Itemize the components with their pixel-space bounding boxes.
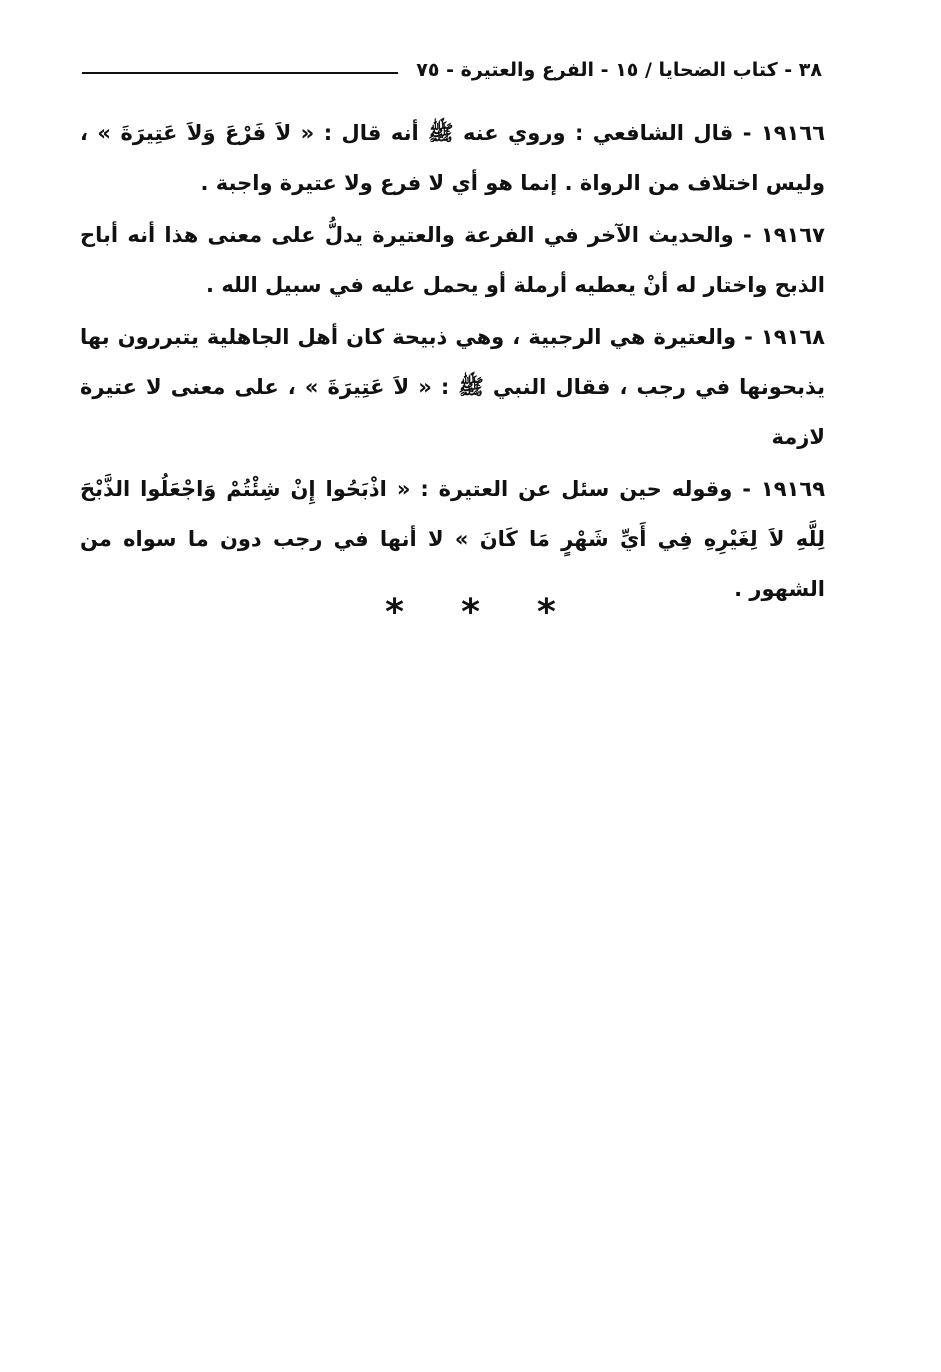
paragraph-text: - والحديث الآخر في الفرعة والعتيرة يدلُّ على معنى هذا أنه أباح الذبح واختار له أنْ يعطيه أرملة أو يحمل عليه في سبيل الله .: [80, 223, 825, 297]
header-title: ٣٨ - كتاب الضحايا / ١٥ - الفرع والعتيرة - ٧٥: [416, 59, 822, 81]
paragraph-text: - قال الشافعي : وروي عنه ﷺ أنه قال : « لاَ فَرْعَ وَلاَ عَتِيرَةَ » ، وليس اختلاف من الرواة . إنما هو أي لا فرع ولا عتيرة واجبة .: [80, 121, 825, 195]
paragraph-number: ١٩١٦٧: [760, 223, 825, 247]
separator-star: *: [385, 592, 404, 633]
paragraph-number: ١٩١٦٨: [760, 325, 825, 349]
separator-star: *: [461, 592, 480, 633]
paragraph-19166: [80, 108, 825, 208]
paragraph-text: - وقوله حين سئل عن العتيرة : « اذْبَحُوا إِنْ شِئْتُمْ وَاجْعَلُوا الذَّبْحَ لِلَّهِ لاَ لِغَيْرِهِ فِي أَيِّ شَهْرٍ مَا كَانَ » لا أنها في رجب دون ما سواه من الشهور .: [80, 477, 825, 601]
section-separator: [0, 592, 941, 633]
separator-star: *: [537, 592, 556, 633]
paragraph-number: ١٩١٦٦: [760, 121, 826, 145]
header-rule: [82, 72, 398, 74]
page-body: [80, 108, 825, 616]
paragraph-number: ١٩١٦٩: [760, 477, 826, 501]
paragraph-text: - والعتيرة هي الرجبية ، وهي ذبيحة كان أهل الجاهلية يتبررون بها يذبحونها في رجب ، فقال النبي ﷺ : « لاَ عَتِيرَةَ » ، على معنى لا عتيرة لازمة: [80, 325, 825, 449]
running-header: [82, 52, 822, 88]
paragraph-19167: [80, 210, 825, 310]
paragraph-19168: [80, 312, 825, 462]
